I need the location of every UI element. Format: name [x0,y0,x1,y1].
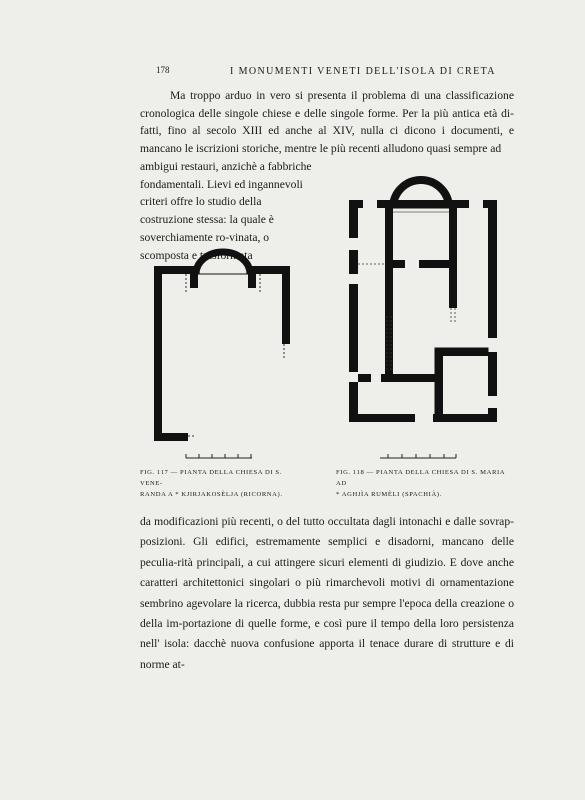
paragraph-2: da modificazioni più recenti, o del tutto occultata dagli intonachi e dalle sovrap-posizioni. Gli edifici, estremamente semplici e disadorni, mancano delle peculia-rità principali, a cui attingere sicuri elementi di giudizio. E dove anche caratteri architettonici singolari o più rimarchevoli motivi di ornamentazione sembrino agevolare la ricerca, dubbia resta pur sempre l'epoca della creazione o della im-portazione di quelle forme, e così pure il tempo della loro persistenza nell' isola: dacchè nuova confusione apporta il tenace durare di strutture e di norme at- [140,515,514,671]
running-title: I MONUMENTI VENETI DELL'ISOLA DI CRETA [230,66,496,77]
paragraph-1-narrow: ambigui restauri, anzichè a fabbriche fondamentali. Lievi ed ingannevoli criteri offre lo studio della costruzione stessa: la quale è soverchiamente ro-vinata, o scomposta e trasformata [140,160,312,262]
paragraph-1-text: Ma troppo arduo in vero si presenta il problema di una classificazione cronologica delle singole chiese e delle singole forme. Per la più antica età di-fatti, fino al secolo XIII ed anche al XIV, nulla ci dicono i documenti, e mancano le iscrizioni storiche, mentre le più recenti alludono quasi sempre ad [140,89,514,156]
fig118-caption-line1: FIG. 118 — PIANTA DELLA CHIESA DI S. MARIA AD [336,469,505,487]
fig118-scale-bar [380,450,460,462]
fig118-caption-line2: * AGHJÌA RUMÈLI (SPACHIÀ). [336,491,442,498]
fig117-caption [140,467,300,500]
fig117-caption-line2: RANDA A * KJIRJAKOSÈLJA (RICORNA). [140,491,283,498]
paragraph-1 [140,87,514,158]
fig117-floor-plan [140,246,300,456]
page-number: 178 [156,65,170,75]
fig117-scale-bar [186,450,256,462]
fig117-caption-line1: FIG. 117 — PIANTA DELLA CHIESA DI S. VENE- [140,469,282,487]
fig118-caption [336,467,514,500]
fig118-floor-plan [345,176,505,432]
